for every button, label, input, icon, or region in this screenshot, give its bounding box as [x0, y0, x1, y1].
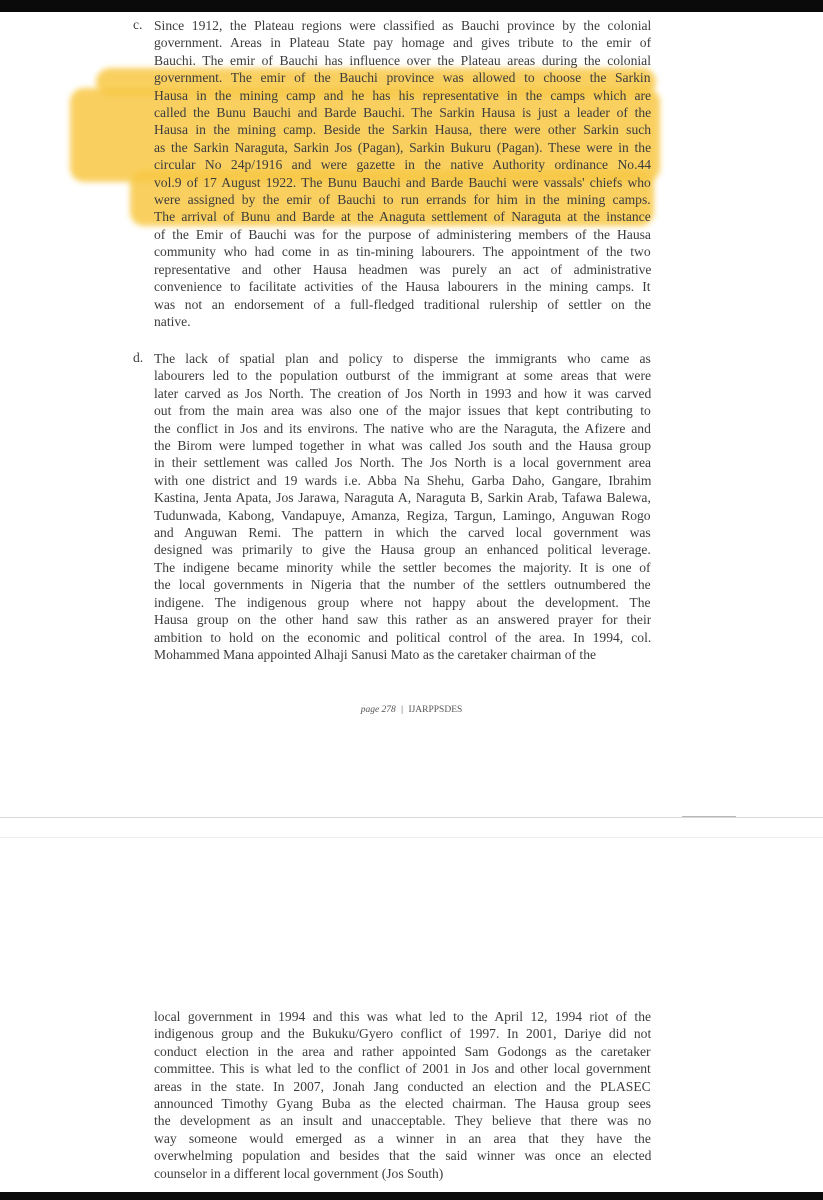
page-number: page 278: [360, 705, 396, 715]
text-line: vol.9 of 17 August 1922. The Bunu Bauchi and Barde Bauchi were vassals' chiefs who: [154, 174, 651, 190]
text-line: circular No 24p/1916 and were gazette in the native Authority ordinance No.44: [154, 157, 651, 173]
text-line: designed was primarily to give the Hausa group an enhanced political leverage.: [154, 542, 651, 558]
text-line: the Birom were lumped together in what was called Jos south and the Hausa group: [154, 438, 651, 454]
text-line: The indigene became minority while the settler becomes the majority. It is one of: [154, 559, 651, 575]
text-line: were assigned by the emir of Bauchi to run errands for him in the mining camps.: [154, 192, 651, 208]
text-line: as the Sarkin Naraguta, Sarkin Jos (Pagan), Sarkin Bukuru (Pagan). These were in the: [154, 139, 651, 155]
text-line: the development as an insult and unacceptable. They believe that there was no: [154, 1113, 651, 1129]
text-line: Kastina, Jenta Apata, Jos Jarawa, Naraguta A, Naraguta B, Sarkin Arab, Tafawa Balewa,: [154, 490, 651, 506]
text-line: and Anguwan Remi. The pattern in which the carved local government was: [154, 525, 651, 541]
text-line: called the Bunu Bauchi and Barde Bauchi. The Sarkin Hausa is just a leader of the: [154, 105, 651, 121]
text-line: areas in the state. In 2007, Jonah Jang conducted an election and the PLASEC: [154, 1078, 651, 1094]
text-line: Hausa in the mining camp. Beside the Sarkin Hausa, there were other Sarkin such: [154, 122, 651, 138]
text-line: Bauchi. The emir of Bauchi has influence over the Plateau areas during the colonial: [154, 52, 651, 68]
top-edge-bar: [0, 0, 823, 12]
text-line: with one district and 19 wards i.e. Abba Na Shehu, Garba Daho, Gangare, Ibrahim: [154, 472, 651, 488]
text-line: local government in 1994 and this was what led to the April 12, 1994 riot of the: [154, 1009, 651, 1024]
page-divider: [0, 817, 823, 818]
page-divider: [0, 837, 823, 838]
text-line: committee. This is what led to the conflict of 2001 in Jos and other local government: [154, 1061, 651, 1077]
page-footer: [0, 705, 823, 715]
paragraph-c: [154, 17, 651, 330]
text-line: overwhelming population and besides that the said winner was once an elected: [154, 1148, 651, 1164]
text-line: indigenous group and the Bukuku/Gyero conflict of 1997. In 2001, Dariye did not: [154, 1026, 651, 1042]
text-line: labourers led to the population outburst of the immigrant at some areas that were: [154, 368, 651, 384]
text-line: out from the main area was also one of the major issues that kept contributing to: [154, 403, 651, 419]
text-line: Hausa in the mining camp and he has his representative in the camps which are: [154, 87, 651, 103]
bottom-edge-bar: [0, 1192, 823, 1200]
text-line: government. Areas in Plateau State pay homage and gives tribute to the emir of: [154, 35, 651, 51]
text-line: representative and other Hausa headmen was purely an act of administrative: [154, 261, 651, 277]
list-marker-d: d.: [133, 350, 144, 365]
text-line: the conflict in Jos and its environs. The native who are the Naraguta, the Afizere and: [154, 420, 651, 436]
footer-separator: |: [401, 705, 404, 715]
text-line: indigene. The indigenous group where not happy about the development. The: [154, 594, 651, 610]
text-line: of the Emir of Bauchi was for the purpose of administering members of the Hausa: [154, 226, 651, 242]
text-line: announced Timothy Gyang Buba as the elected chairman. The Hausa group sees: [154, 1096, 651, 1112]
text-line: Hausa group on the other hand saw this rather as an answered prayer for their: [154, 612, 651, 628]
text-line: The lack of spatial plan and policy to disperse the immigrants who came as: [154, 351, 651, 366]
text-line: Tudunwada, Kabong, Vandapuye, Amanza, Regiza, Targun, Lamingo, Anguwan Rogo: [154, 507, 651, 523]
text-line: ambition to hold on the economic and political control of the area. In 1994, col.: [154, 629, 651, 645]
list-marker-c: c.: [133, 17, 143, 32]
text-line: later carved as Jos North. The creation of Jos North in 1993 and how it was carved: [154, 385, 651, 401]
page-divider-dash: [682, 816, 736, 817]
journal-name: IJARPPSDES: [408, 705, 463, 715]
text-line: Since 1912, the Plateau regions were classified as Bauchi province by the colonial: [154, 18, 651, 33]
text-line: Mohammed Mana appointed Alhaji Sanusi Mato as the caretaker chairman of the: [154, 646, 597, 662]
text-line: conduct election in the area and rather appointed Sam Godongs as the caretaker: [154, 1043, 651, 1059]
text-line: native.: [154, 313, 191, 329]
paragraph-d: [154, 350, 651, 663]
text-line: way someone would emerged as a winner in an area that they have the: [154, 1130, 651, 1146]
text-line: convenience to facilitate activities of the Hausa labourers in the mining camps. It: [154, 279, 651, 295]
paragraph-continuation: [154, 1008, 651, 1182]
text-line: the local governments in Nigeria that the number of the settlers outnumbered the: [154, 577, 651, 593]
text-line: was not an endorsement of a full-fledged traditional rulership of settler on the: [154, 296, 651, 312]
text-line: community who had come in as tin-mining labourers. The appointment of the two: [154, 244, 651, 260]
text-line: counselor in a different local government (Jos South): [154, 1165, 444, 1181]
text-line: government. The emir of the Bauchi province was allowed to choose the Sarkin: [154, 70, 651, 86]
text-line: The arrival of Bunu and Barde at the Anaguta settlement of Naraguta at the instance: [154, 209, 651, 225]
text-line: in their settlement was called Jos North. The Jos North is a local government area: [154, 455, 651, 471]
